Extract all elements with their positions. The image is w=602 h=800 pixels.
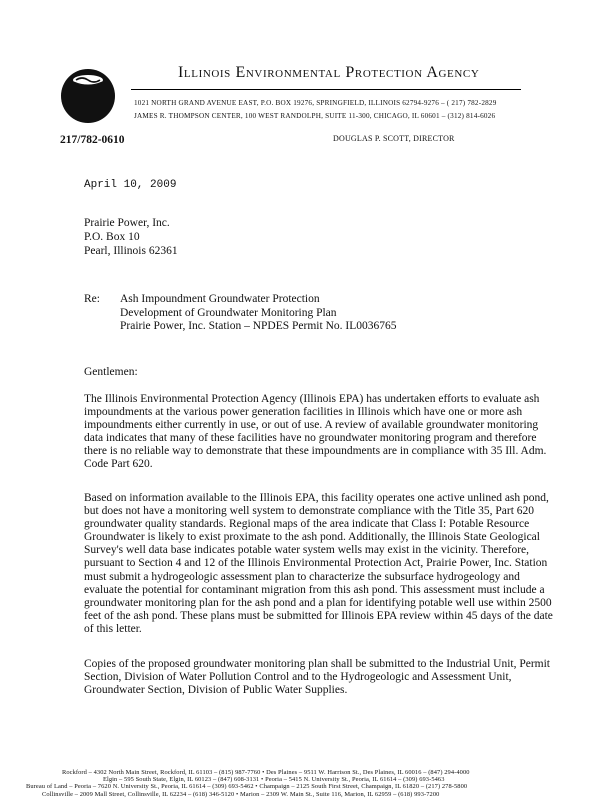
recipient-line: Pearl, Illinois 62361 bbox=[84, 245, 178, 257]
subject-line: Ash Impoundment Groundwater Protection bbox=[120, 293, 320, 305]
agency-name: Illinois Environmental Protection Agency bbox=[178, 64, 480, 81]
letterhead-divider bbox=[131, 89, 521, 90]
body-paragraph: Based on information available to the Illinois EPA, this facility operates one active unlined ash pond, but does not have a monitoring well system to demonstrate compliance with the Title 35, Part 620 groundwater quality standards. Regional maps of the area indicate that Class I: Potable Resource Groundwater is likely to exist proximate to the ash pond. Additionally, the Illinois State Geological Survey's well data base indicates potable water system wells may exist in the vicinity. Therefore, pursuant to Section 4 and 12 of the Illinois Environmental Protection Act, Prairie Power, Inc. Station must submit a hydrogeologic assessment plan to characterize the subsurface hydrogeology and evaluate the potential for contaminant migration from this ash pond. This assessment must include a groundwater monitoring plan for the ash pond and a plan for identifying potable well use within 2500 feet of the ash pond. These plans must be submitted for Illinois EPA review within 45 days of the date of this letter. bbox=[84, 492, 553, 635]
salutation: Gentlemen: bbox=[84, 366, 138, 378]
agency-seal-icon bbox=[60, 68, 116, 124]
letterhead-phone: 217/782-0610 bbox=[60, 134, 125, 146]
footer-offices-line: Elgin – 595 South State, Elgin, IL 60123 – (847) 608-3131 • Peoria – 5415 N. University St., Peoria, IL 61614 – (309) 693-5463 bbox=[103, 776, 445, 783]
recipient-line: P.O. Box 10 bbox=[84, 231, 140, 243]
director-name: DOUGLAS P. SCOTT, DIRECTOR bbox=[333, 134, 455, 143]
footer-offices-line: Collinsville – 2009 Mall Street, Collinsville, IL 62234 – (618) 346-5120 • Marion – 2309 W. Main St., Suite 116, Marion, IL 62959 – (618) 993-7200 bbox=[42, 791, 440, 798]
body-paragraph: The Illinois Environmental Protection Agency (Illinois EPA) has undertaken efforts to evaluate ash impoundments at the various power generation facilities in Illinois which have one or more ash impoundments either currently in use, or out of use. A review of available groundwater monitoring data indicates that many of these facilities have no groundwater monitoring program and therefore there is no reliable way to demonstrate that these impoundments are in compliance with 35 Ill. Adm. Code Part 620. bbox=[84, 393, 547, 471]
body-paragraph: Copies of the proposed groundwater monitoring plan shall be submitted to the Industrial Unit, Permit Section, Division of Water Pollution Control and to the Hydrogeologic and Assessment Unit, Groundwater Section, Division of Public Water Supplies. bbox=[84, 658, 550, 697]
subject-lines bbox=[120, 293, 396, 334]
springfield-address: 1021 NORTH GRAND AVENUE EAST, P.O. BOX 19276, SPRINGFIELD, ILLINOIS 62794-9276 – ( 217) 782-2829 bbox=[134, 99, 497, 107]
recipient-address bbox=[84, 216, 178, 258]
subject-line: Development of Groundwater Monitoring Plan bbox=[120, 306, 337, 319]
recipient-line: Prairie Power, Inc. bbox=[84, 217, 170, 229]
subject-line: Prairie Power, Inc. Station – NPDES Permit No. IL0036765 bbox=[120, 320, 397, 332]
chicago-address: JAMES R. THOMPSON CENTER, 100 WEST RANDOLPH, SUITE 11-300, CHICAGO, IL 60601 – (312) 814-6026 bbox=[134, 112, 496, 120]
subject-label: Re: bbox=[84, 293, 100, 305]
footer-offices-line: Bureau of Land – Peoria – 7620 N. University St., Peoria, IL 61614 – (309) 693-5462 • Champaign – 2125 South First Street, Champaign, IL 61820 – (217) 278-5800 bbox=[26, 783, 468, 790]
footer-offices-line: Rockford – 4302 North Main Street, Rockford, IL 61103 – (815) 987-7760 • Des Plaines – 9511 W. Harrison St., Des Plaines, IL 60016 – (847) 294-4000 bbox=[62, 769, 470, 776]
letter-date: April 10, 2009 bbox=[84, 179, 177, 191]
